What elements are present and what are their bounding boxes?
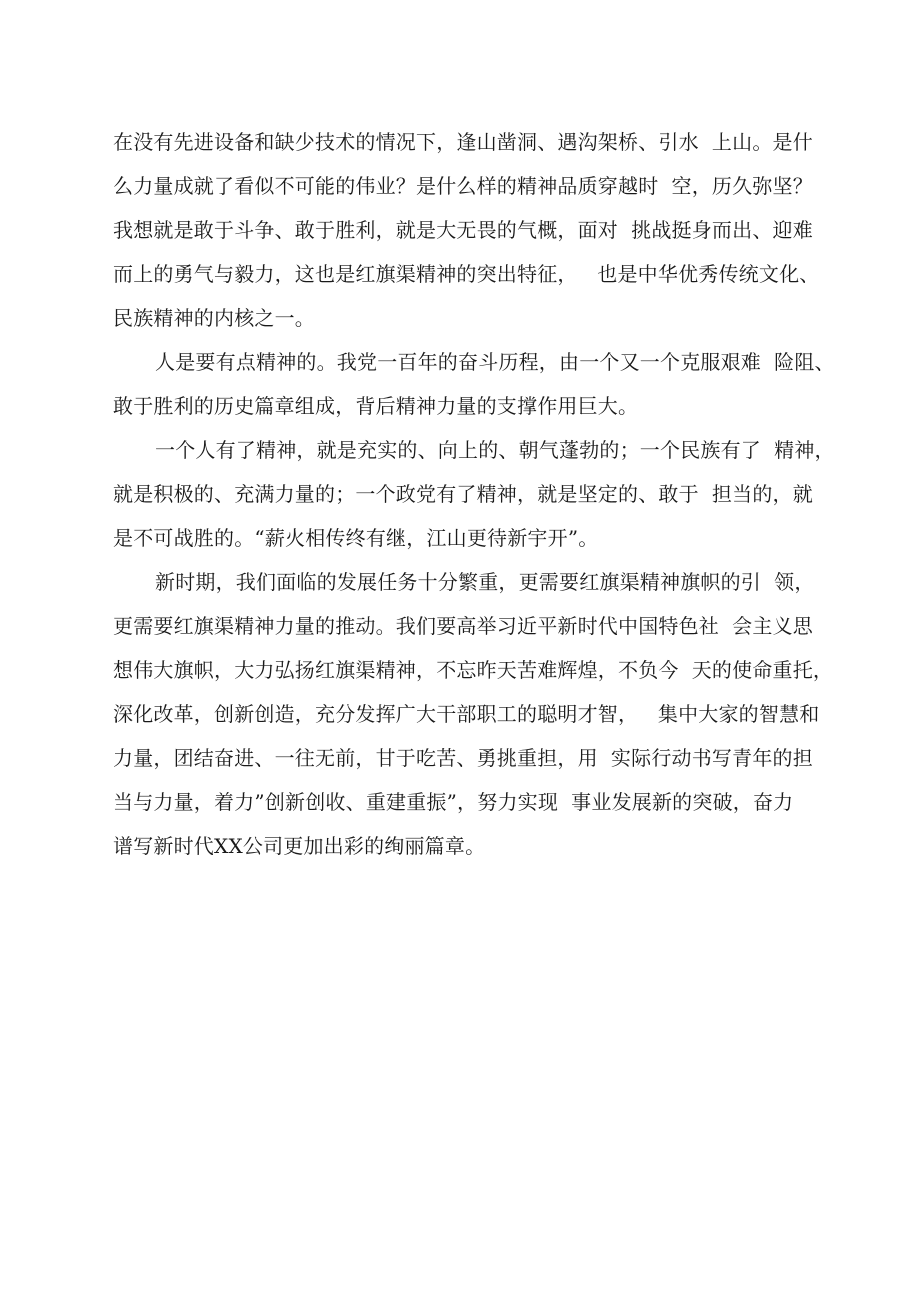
text-line: 谱写新时代XX公司更加出彩的绚丽篇章。 [113,834,486,858]
paragraph-4 [113,560,834,868]
text-line: 是不可战胜的。“薪火相传终有继，江山更待新宇开”。 [113,526,599,550]
text-line: 力量，团结奋进、一往无前，甘于吃苦、勇挑重担，用 实际行动书写青年的担 [113,746,813,770]
text-line: 我想就是敢于斗争、敢于胜利，就是大无畏的气概，面对 挑战挺身而出、迎难 [113,218,813,242]
text-line: 就是积极的、充满力量的；一个政党有了精神，就是坚定的、敢于 担当的，就 [113,482,813,506]
text-line: 在没有先进设备和缺少技术的情况下，逢山凿洞、遇沟架桥、引水 上山。是什 [113,130,813,154]
text-line: 深化改革，创新创造，充分发挥广大干部职工的聪明才智， 集中大家的智慧和 [113,702,820,726]
body-text [113,120,835,868]
text-line: 当与力量，着力”创新创收、重建重振”，努力实现 事业发展新的突破，奋力 [113,790,794,814]
text-line-first: 新时期，我们面临的发展任务十分繁重，更需要红旗渠精神旗帜的引 领， [155,570,815,594]
paragraph-1 [113,120,823,340]
paragraph-3 [113,428,835,560]
text-line: 民族精神的内核之一。 [113,306,315,330]
text-line-first: 一个人有了精神，就是充实的、向上的、朝气蓬勃的；一个民族有了 精神， [155,438,835,462]
paragraph-2 [113,340,835,428]
text-line: 么力量成就了看似不可能的伟业？是什么样的精神品质穿越时 空，历久弥坚？ [113,174,813,198]
text-line: 更需要红旗渠精神力量的推动。我们要高举习近平新时代中国特色社 会主义思 [113,614,813,638]
text-line-first: 人是要有点精神的。我党一百年的奋斗历程，由一个又一个克服艰难 险阻、 [155,350,835,374]
text-line: 想伟大旗帜，大力弘扬红旗渠精神，不忘昨天苦难辉煌，不负今 天的使命重托， [113,658,834,682]
text-line: 敢于胜利的历史篇章组成，背后精神力量的支撑作用巨大。 [113,394,639,418]
text-line: 而上的勇气与毅力，这也是红旗渠精神的突出特征， 也是中华优秀传统文化、 [113,262,820,286]
